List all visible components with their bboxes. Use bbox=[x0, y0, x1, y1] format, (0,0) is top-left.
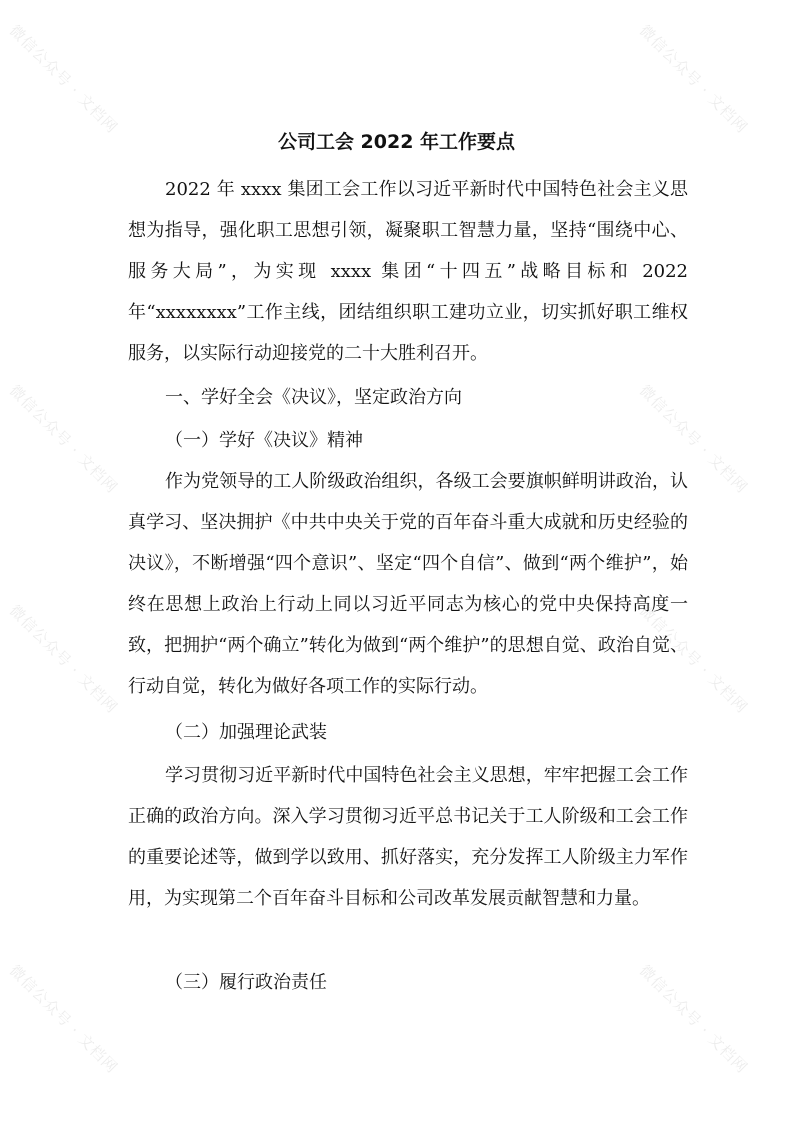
watermark-text: 微信公众号 · 文档网 bbox=[5, 381, 122, 497]
document-title: 公司工会 2022 年工作要点 bbox=[277, 131, 516, 153]
watermark-text: 微信公众号 · 文档网 bbox=[635, 21, 752, 137]
intro-paragraph: 2022 年 xxxx 集团工会工作以习近平新时代中国特色社会主义思想为指导，强化职工思想引领，凝聚职工智慧力量，坚持“围绕中心、服务大局”，为实现 xxxx 集团“十四五”战略目标和 2022 年“xxxxxxxx”工作主线，团结组织职工建功立业，切实抓好职工维权服务，以实际行动迎接党的二十大胜利召开。 bbox=[128, 179, 688, 364]
subsection-heading: （一）学好《决议》精神 bbox=[165, 430, 363, 451]
watermark-text: 微信公众号 · 文档网 bbox=[5, 961, 122, 1077]
subsection-heading: （二）加强理论武装 bbox=[165, 722, 327, 743]
subsection-heading: （三）履行政治责任 bbox=[165, 972, 327, 993]
watermark-text: 微信公众号 · 文档网 bbox=[5, 601, 122, 717]
watermark-text: 微信公众号 · 文档网 bbox=[635, 381, 752, 497]
watermark-text: 微信公众号 · 文档网 bbox=[5, 21, 122, 137]
body-paragraph: 学习贯彻习近平新时代中国特色社会主义思想，牢牢把握工会工作正确的政治方向。深入学习贯彻习近平总书记关于工人阶级和工会工作的重要论述等，做到学以致用、抓好落实，充分发挥工人阶级主力军作用，为实现第二个百年奋斗目标和公司改革发展贡献智慧和力量。 bbox=[128, 765, 688, 909]
watermark-text: 微信公众号 · 文档网 bbox=[635, 961, 752, 1077]
watermark-text: 微信公众号 · 文档网 bbox=[635, 601, 752, 717]
body-paragraph: 作为党领导的工人阶级政治组织，各级工会要旗帜鲜明讲政治，认真学习、坚决拥护《中共中央关于党的百年奋斗重大成就和历史经验的决议》，不断增强“四个意识”、坚定“四个自信”、做到“两个维护”，始终在思想上政治上行动上同以习近平同志为核心的党中央保持高度一致，把拥护“两个确立”转化为做到“两个维护”的思想自觉、政治自觉、行动自觉，转化为做好各项工作的实际行动。 bbox=[128, 471, 688, 697]
section-heading: 一、学好全会《决议》，坚定政治方向 bbox=[165, 387, 462, 408]
